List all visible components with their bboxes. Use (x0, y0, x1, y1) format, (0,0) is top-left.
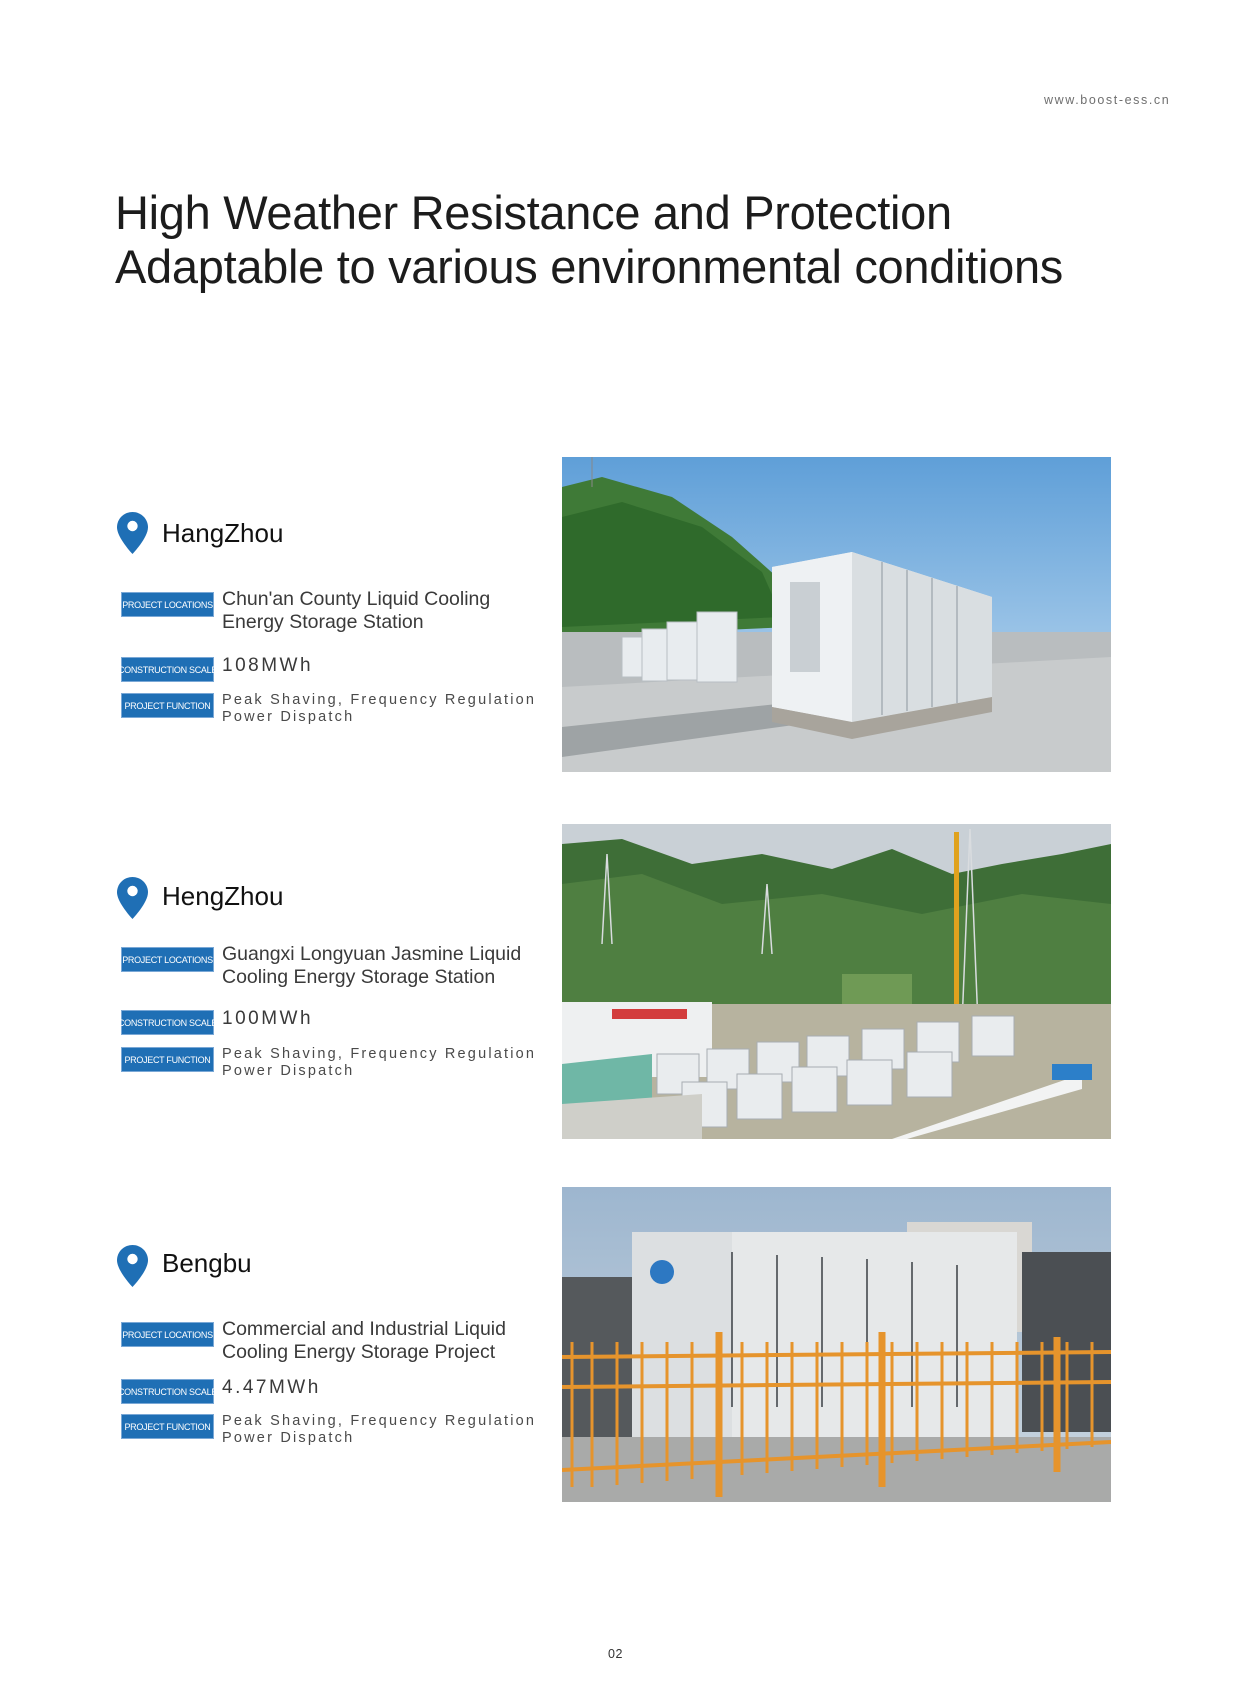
construction-scale-badge: CONSTRUCTION SCALE (121, 1010, 214, 1035)
function-line-1: Peak Shaving, Frequency Regulation (222, 1046, 537, 1062)
project-location-value (222, 588, 490, 634)
location-line-1: Guangxi Longyuan Jasmine Liquid (222, 943, 522, 965)
headline-line-1: High Weather Resistance and Protection (115, 186, 952, 239)
function-line-1: Peak Shaving, Frequency Regulation (222, 1413, 537, 1429)
location-line-2: Cooling Energy Storage Project (222, 1341, 496, 1363)
construction-scale-value: 100MWh (222, 1008, 314, 1029)
website-url: www.boost-ess.cn (1044, 93, 1171, 107)
function-line-2: Power Dispatch (222, 709, 355, 725)
project-function-value (222, 1413, 536, 1447)
project-location-value (222, 943, 521, 989)
location-line-2: Energy Storage Station (222, 611, 424, 633)
project-photo-hangzhou (562, 457, 1111, 772)
project-locations-badge: PROJECT LOCATIONS (121, 592, 214, 617)
project-function-badge: PROJECT FUNCTION (121, 1047, 214, 1072)
construction-scale-value: 4.47MWh (222, 1377, 321, 1398)
headline-line-2: Adaptable to various environmental conditions (115, 240, 1063, 293)
function-line-2: Power Dispatch (222, 1430, 355, 1446)
project-location-value (222, 1318, 506, 1364)
construction-scale-badge: CONSTRUCTION SCALE (121, 657, 214, 682)
function-line-1: Peak Shaving, Frequency Regulation (222, 692, 537, 708)
city-name: Bengbu (162, 1248, 252, 1278)
city-name: HengZhou (162, 881, 284, 911)
location-line-1: Commercial and Industrial Liquid (222, 1318, 506, 1340)
project-locations-badge: PROJECT LOCATIONS (121, 1322, 214, 1347)
location-line-1: Chun'an County Liquid Cooling (222, 588, 491, 610)
project-photo-bengbu (562, 1187, 1111, 1502)
project-function-badge: PROJECT FUNCTION (121, 693, 214, 718)
project-photo-hengzhou (562, 824, 1111, 1139)
location-line-2: Cooling Energy Storage Station (222, 966, 496, 988)
construction-scale-value: 108MWh (222, 655, 314, 676)
function-line-2: Power Dispatch (222, 1063, 355, 1079)
page-headline (115, 186, 1063, 294)
page-number: 02 (608, 1647, 623, 1661)
project-function-value (222, 1046, 536, 1080)
location-pin-icon (117, 512, 148, 554)
project-locations-badge: PROJECT LOCATIONS (121, 947, 214, 972)
project-function-value (222, 692, 536, 726)
city-name: HangZhou (162, 518, 284, 548)
project-function-badge: PROJECT FUNCTION (121, 1414, 214, 1439)
location-pin-icon (117, 877, 148, 919)
construction-scale-badge: CONSTRUCTION SCALE (121, 1379, 214, 1404)
location-pin-icon (117, 1245, 148, 1287)
